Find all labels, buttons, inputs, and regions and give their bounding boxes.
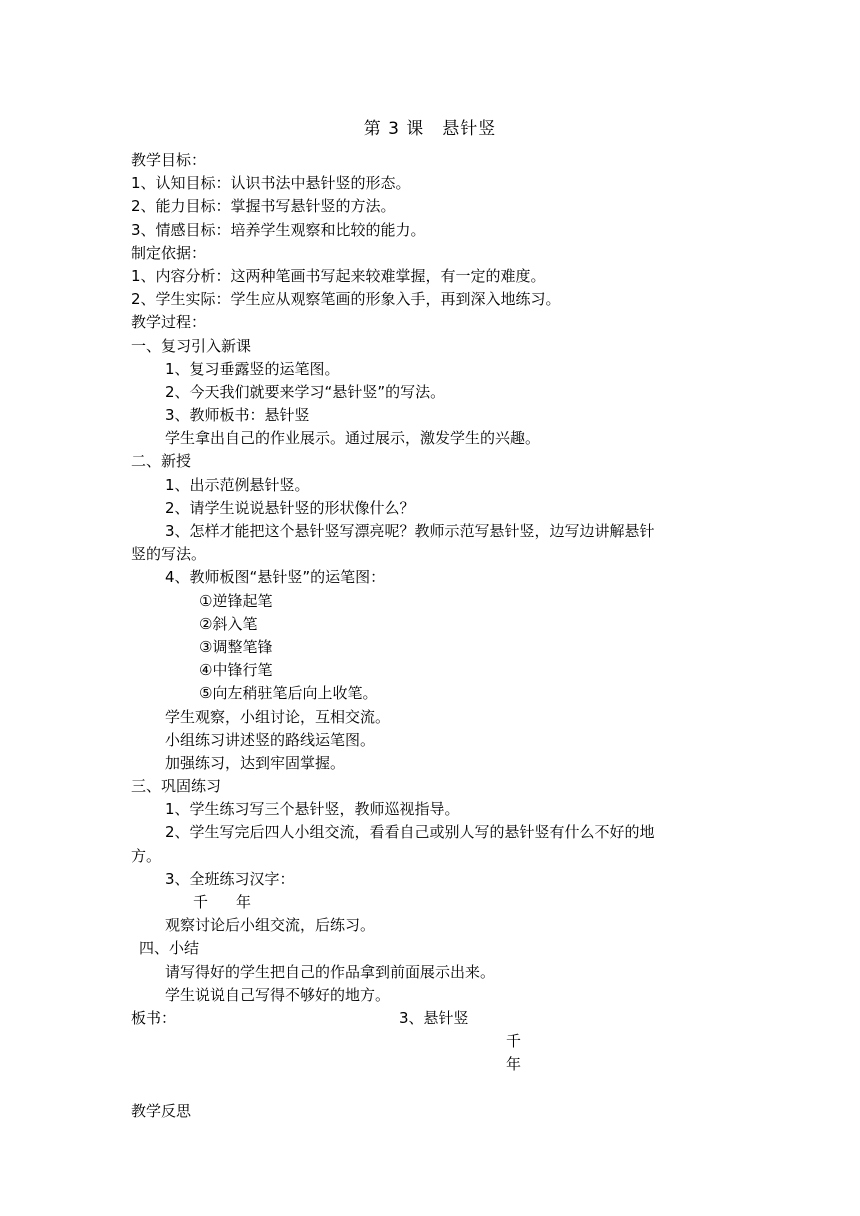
practice-characters — [131, 891, 731, 914]
blackboard-label: 板书： — [131, 1008, 177, 1027]
new-note: 小组练习讲述竖的路线运笔图。 — [165, 730, 376, 749]
goal-item: 3、情感目标：培养学生观察和比较的能力。 — [131, 220, 426, 239]
new-item: 1、出示范例悬针竖。 — [165, 475, 310, 494]
practice-item: 3、全班练习汉字： — [165, 869, 295, 888]
section-heading-practice: 三、巩固练习 — [131, 777, 222, 796]
practice-item: 2、学生写完后四人小组交流，看看自己或别人写的悬针竖有什么不好的地 — [165, 823, 655, 842]
basis-item: 1、内容分析：这两种笔画书写起来较难掌握，有一定的难度。 — [131, 266, 546, 285]
summary-item: 学生说说自己写得不够好的地方。 — [165, 985, 391, 1004]
goals-heading: 教学目标： — [131, 151, 207, 169]
section-heading-summary: 四、小结 — [139, 939, 200, 958]
stroke-step: ③调整笔锋 — [199, 637, 273, 656]
practice-item-continued: 方。 — [131, 846, 162, 865]
blackboard-row — [131, 1007, 731, 1030]
basis-item: 2、学生实际：学生应从观察笔画的形象入手，再到深入地练习。 — [131, 290, 561, 309]
goal-item: 2、能力目标：掌握书写悬针竖的方法。 — [131, 197, 396, 216]
lesson-title: 第 3 课 悬针竖 — [363, 119, 497, 139]
review-item: 3、教师板书：悬针竖 — [165, 406, 310, 425]
new-note: 学生观察，小组讨论，互相交流。 — [165, 707, 391, 726]
basis-heading: 制定依据： — [131, 243, 207, 262]
process-heading: 教学过程： — [131, 313, 207, 332]
review-note: 学生拿出自己的作业展示。通过展示，激发学生的兴趣。 — [165, 429, 541, 448]
practice-note: 观察讨论后小组交流，后练习。 — [165, 916, 376, 935]
goal-item: 1、认知目标：认识书法中悬针竖的形态。 — [131, 174, 411, 193]
new-item: 3、怎样才能把这个悬针竖写漂亮呢？教师示范写悬针竖，边写边讲解悬针 — [165, 522, 655, 540]
blackboard-char: 年 — [506, 1055, 522, 1074]
review-item: 1、复习垂露竖的运笔图。 — [165, 359, 340, 378]
review-item: 2、今天我们就要来学习“悬针竖”的写法。 — [165, 382, 446, 401]
lesson-body — [131, 149, 731, 1123]
blackboard-char: 千 — [506, 1032, 522, 1051]
reflection-heading: 教学反思 — [131, 1101, 192, 1120]
new-item: 4、教师板图“悬针竖”的运笔图： — [165, 568, 386, 587]
stroke-step: ⑤向左稍驻笔后向上收笔。 — [199, 684, 378, 703]
new-item: 2、请学生说说悬针竖的形状像什么？ — [165, 498, 415, 517]
stroke-step: ②斜入笔 — [199, 614, 258, 633]
summary-item: 请写得好的学生把自己的作品拿到前面展示出来。 — [165, 962, 496, 981]
section-heading-new: 二、新授 — [131, 452, 192, 471]
blackboard-char-row — [131, 1030, 731, 1053]
stroke-step: ①逆锋起笔 — [199, 591, 273, 610]
blackboard-title: 3、悬针竖 — [399, 1008, 469, 1027]
practice-char: 年 — [236, 893, 252, 911]
practice-char: 千 — [193, 893, 209, 911]
stroke-step: ④中锋行笔 — [199, 661, 273, 680]
section-heading-review: 一、复习引入新课 — [131, 336, 252, 355]
new-note: 加强练习，达到牢固掌握。 — [165, 753, 346, 772]
new-item-continued: 竖的写法。 — [131, 545, 207, 564]
blackboard-char-row — [131, 1053, 731, 1076]
practice-item: 1、学生练习写三个悬针竖，教师巡视指导。 — [165, 800, 460, 819]
